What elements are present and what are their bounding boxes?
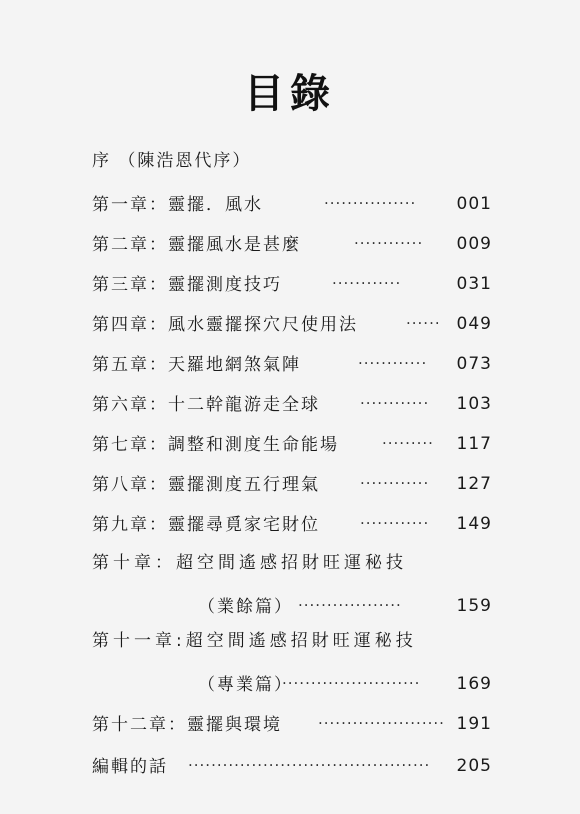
toc-entry-ch11-sub (92, 670, 492, 700)
dot-leader: ...................... (318, 710, 445, 728)
dot-leader: .................. (298, 592, 402, 610)
page-number: 191 (456, 714, 492, 734)
toc-entry-ch9 (92, 510, 492, 540)
dot-leader: ................ (324, 190, 417, 208)
entry-label: （專業篇） (198, 675, 293, 695)
page-number: 127 (456, 474, 492, 494)
page-number: 009 (456, 234, 492, 254)
toc-entry-ch5 (92, 350, 492, 380)
entry-label: 第十章：超空間遙感招財旺運秘技 (92, 553, 407, 573)
entry-label: 第八章：靈擺測度五行理氣 (92, 475, 320, 495)
entry-label: 編輯的話 (92, 757, 168, 777)
page-number: 031 (456, 274, 492, 294)
page-number: 169 (456, 674, 492, 694)
toc-entry-ch7 (92, 430, 492, 460)
preface-entry (92, 146, 492, 176)
page-number: 103 (456, 394, 492, 414)
page-number: 149 (456, 514, 492, 534)
page-number: 205 (456, 756, 492, 776)
page-title: 目錄 (244, 71, 336, 117)
dot-leader: ............ (360, 510, 430, 528)
toc-entry-editor-note (92, 752, 492, 782)
page-number: 073 (456, 354, 492, 374)
entry-label: （業餘篇） (198, 597, 293, 617)
entry-label: 第十二章：靈擺與環境 (92, 715, 282, 735)
page-number: 001 (456, 194, 492, 214)
entry-label: 第四章：風水靈擺探穴尺使用法 (92, 315, 358, 335)
dot-leader: ...... (406, 310, 441, 328)
entry-label: 第二章：靈擺風水是甚麼 (92, 235, 301, 255)
dot-leader: .......................................... (188, 752, 431, 770)
entry-label: 第十一章:超空間遙感招財旺運秘技 (92, 631, 417, 651)
dot-leader: ............ (358, 350, 428, 368)
toc-entry-ch1 (92, 190, 492, 220)
page-number: 159 (456, 596, 492, 616)
toc-entry-ch2 (92, 230, 492, 260)
entry-label: 第六章：十二幹龍游走全球 (92, 395, 320, 415)
toc-entry-ch4 (92, 310, 492, 340)
toc-entry-ch6 (92, 390, 492, 420)
toc-entry-ch10-title (92, 548, 492, 578)
dot-leader: ......... (382, 430, 434, 448)
dot-leader: ............ (332, 270, 402, 288)
entry-label: 第三章：靈擺測度技巧 (92, 275, 282, 295)
toc-entry-ch3 (92, 270, 492, 300)
dot-leader: ............ (360, 470, 430, 488)
toc-entry-ch12 (92, 710, 492, 740)
entry-label: 第七章：調整和測度生命能場 (92, 435, 339, 455)
dot-leader: ............ (360, 390, 430, 408)
page-number: 117 (456, 434, 492, 454)
toc-entry-ch8 (92, 470, 492, 500)
entry-label: 序 （陳浩恩代序） (92, 151, 252, 171)
dot-leader: ............ (354, 230, 424, 248)
toc-entry-ch11-title (92, 626, 492, 656)
page-number: 049 (456, 314, 492, 334)
toc-entry-ch10-sub (92, 592, 492, 622)
entry-label: 第五章：天羅地網煞氣陣 (92, 355, 301, 375)
dot-leader: ........................ (282, 670, 421, 688)
entry-label: 第九章：靈擺尋覓家宅財位 (92, 515, 320, 535)
entry-label: 第一章：靈擺．風水 (92, 195, 263, 215)
